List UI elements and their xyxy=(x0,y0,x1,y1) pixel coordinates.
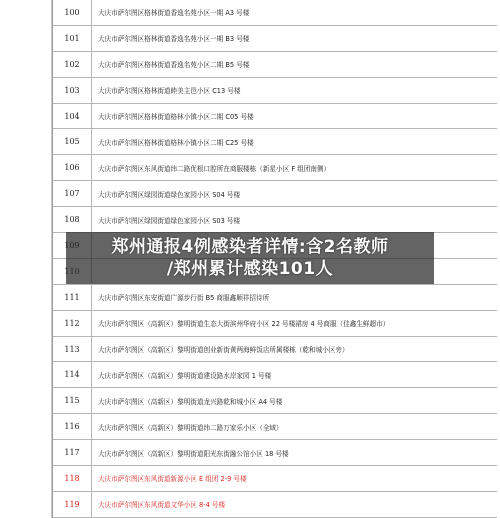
row-number: 115 xyxy=(53,388,92,413)
table-row xyxy=(53,181,497,207)
row-number: 102 xyxy=(53,52,92,77)
table-row xyxy=(53,155,497,181)
row-address: 大庆市萨尔图区东风街道纬二路优根口腔所在商服楼栋（新星小区 F 组团南侧） xyxy=(98,164,331,173)
table-row xyxy=(53,285,497,311)
row-address: 大庆市萨尔图区格林街道睦美主邑小区 C13 号楼 xyxy=(98,87,241,96)
table-row xyxy=(53,414,497,440)
row-address: 大庆市萨尔图区东风街道新源小区 E 组团 2-9 号楼 xyxy=(98,475,247,484)
table-row xyxy=(53,466,497,492)
table-row xyxy=(53,440,497,466)
table-row xyxy=(53,0,497,26)
row-number: 106 xyxy=(53,155,92,180)
row-number: 118 xyxy=(53,466,92,491)
row-number: 100 xyxy=(53,0,92,25)
table-row xyxy=(53,26,497,52)
row-address: 大庆市萨尔图区格林街道格林小镇小区二期 C05 号楼 xyxy=(98,113,254,121)
table-row xyxy=(53,362,497,388)
row-number: 114 xyxy=(53,362,92,387)
table-row xyxy=(53,311,497,337)
row-number: 116 xyxy=(53,414,92,439)
row-address: 大庆市萨尔图区（高新区）黎明街道建设路水岸家园 1 号楼 xyxy=(98,371,272,380)
row-number: 113 xyxy=(53,337,92,362)
table-row xyxy=(53,129,497,155)
row-address: 大庆市萨尔图区（高新区）黎明街道龙兴路乾和城小区 A4 号楼 xyxy=(98,397,283,406)
headline-line2: /郑州累计感染101人 xyxy=(166,259,334,279)
headline-banner xyxy=(66,232,434,284)
row-address: 大庆市萨尔图区（高新区）黎明街道创业新街黄两海鲜饭店所属楼栋（乾和城小区旁） xyxy=(98,346,349,355)
row-address: 大庆市萨尔图区格林街道香逸名苑小区二期 B5 号楼 xyxy=(98,61,250,70)
row-address: 大庆市萨尔图区绿园街道绿色家园小区 S04 号楼 xyxy=(98,190,241,199)
row-number: 117 xyxy=(53,440,92,465)
table-row xyxy=(53,104,497,130)
row-number: 101 xyxy=(53,26,92,51)
row-number: 105 xyxy=(53,129,92,154)
row-number: 111 xyxy=(53,285,92,310)
row-number: 104 xyxy=(53,104,92,129)
row-address: 大庆市萨尔图区东风街道文华小区 8-4 号楼 xyxy=(98,501,226,510)
headline-line1: 郑州通报4例感染者详情:含2名教师 xyxy=(111,237,389,257)
row-address: 大庆市萨尔图区绿园街道绿色家园小区 S03 号楼 xyxy=(98,216,241,225)
row-address: 大庆市萨尔图区格林街道香逸名苑小区一期 A3 号楼 xyxy=(98,9,250,18)
row-address: 大庆市萨尔图区（高新区）黎明街道阳光东街融公馆小区 18 号楼 xyxy=(98,449,289,458)
row-address: 大庆市萨尔图区（高新区）黎明街道纬二路万家乐小区（全域） xyxy=(98,423,283,432)
left-margin xyxy=(0,0,52,518)
row-address: 大庆市萨尔图区东安街道广源步行街 B5 商服鑫顺祥招待所 xyxy=(98,294,270,303)
table-row xyxy=(53,388,497,414)
row-number: 103 xyxy=(53,78,92,103)
row-number: 112 xyxy=(53,311,92,336)
table-row xyxy=(53,337,497,363)
row-number: 108 xyxy=(53,207,92,232)
row-number: 119 xyxy=(53,492,92,517)
row-address: 大庆市萨尔图区格林街道香逸名苑小区一期 B3 号楼 xyxy=(98,35,250,44)
table-row xyxy=(53,492,497,518)
table-row xyxy=(53,78,497,104)
table-row xyxy=(53,207,497,233)
row-address: 大庆市萨尔图区格林街道格林小镇小区二期 C25 号楼 xyxy=(98,138,254,147)
table-row xyxy=(53,52,497,78)
row-address: 大庆市萨尔图区（高新区）黎明街道生态大街滨州华府小区 22 号楼裙房 4 号商服（佳鑫生鲜超市） xyxy=(98,320,390,329)
row-number: 107 xyxy=(53,181,92,206)
